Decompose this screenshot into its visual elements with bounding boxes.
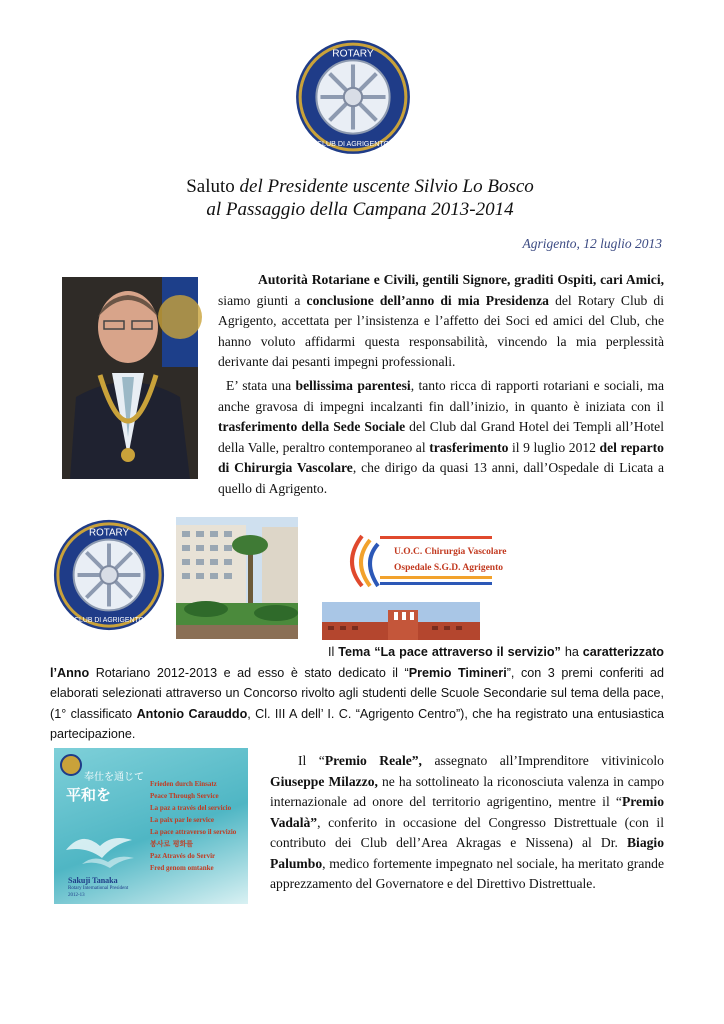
paragraph-2 bbox=[218, 376, 664, 499]
rotary-emblem-middle bbox=[50, 516, 168, 634]
p3-bold-4: Antonio Carauddo bbox=[136, 706, 248, 721]
p2-bold-2: trasferimento della Sede Sociale bbox=[218, 419, 406, 434]
hotel-photo bbox=[176, 517, 298, 639]
p1-bold-greeting: Autorità Rotariane e Civili, gentili Signore, graditi Ospiti, cari Amici, bbox=[258, 272, 664, 287]
rotary-emblem-top bbox=[292, 36, 414, 158]
president-portrait bbox=[62, 277, 198, 479]
p2-bold-4: del reparto di Chirurgia Vascolare bbox=[218, 439, 664, 475]
p3-text-4: , Cl. III A dell’ I. C. “Agrigento Centro”), che ha registrato una entusiastica partecipazione. bbox=[50, 706, 665, 741]
poster-phrase: Peace Through Service bbox=[150, 792, 219, 800]
poster-phrase: Fred genom omtanke bbox=[150, 864, 214, 872]
uoc-line2: Ospedale S.G.D. Agrigento bbox=[394, 563, 503, 573]
poster-year: 2012-13 bbox=[68, 893, 85, 898]
p4-bold-1: Premio Reale”, bbox=[324, 753, 422, 768]
poster-phrase: La pace attraverso il servizio bbox=[150, 828, 237, 836]
p3-text-0: Il bbox=[328, 645, 339, 659]
emblem2-top-text: ROTARY bbox=[88, 527, 130, 539]
poster-japanese-1: 奉仕を通じて bbox=[84, 772, 144, 783]
p3-bold-2: caratterizzato l’Anno bbox=[50, 645, 664, 680]
p1-bold-1: conclusione dell’anno di mia Presidenza bbox=[306, 292, 549, 308]
p4-text-2: ne ha sottolineato la riconosciuta valenza in campo internazionale ad onore del territorio agrigentino, mentre il “ bbox=[270, 773, 664, 809]
emblem2-bottom-text: CLUB DI AGRIGENTO bbox=[74, 617, 144, 625]
poster-japanese-2: 平和を bbox=[66, 786, 112, 804]
p2-text-2: , tanto ricca di rapporti rotariani e sociali, ma anche gravosa di impegni incalzanti fin dall’inizio, in quanto è iniziata con il bbox=[218, 378, 664, 414]
birds-graphic bbox=[62, 820, 142, 870]
poster-phrase-list bbox=[150, 778, 246, 874]
p2-text-5: , che dirigo da quasi 13 anni, dall’Ospedale di Licata a quello di Agrigento. bbox=[218, 460, 665, 496]
uoc-vascular-logo bbox=[338, 522, 507, 592]
poster-phrase: La paz a través del servicio bbox=[150, 804, 232, 812]
poster-phrase: Frieden durch Einsatz bbox=[150, 780, 217, 788]
poster-name: Sakuji Tanaka bbox=[68, 876, 118, 885]
p3-text-3: ”, con 3 premi conferiti ad elaborati selezionati attraverso un Concorso rivolto agli studenti delle Scuole Secondarie sul tema della pace, (1° classificato bbox=[50, 665, 665, 721]
p2-text-1: E’ stata una bbox=[226, 378, 296, 393]
p4-text-1: assegnato all’Imprenditore vitivinicolo bbox=[421, 753, 664, 768]
p1-text-2: del Rotary Club di Agrigento, accettata per l’insistenza e l’affetto dei Soci ed amici del Club, che hanno voluto affidarmi questa responsabilità, vincendo la mia perplessità derivante dai pesanti impegni professionali. bbox=[218, 292, 664, 369]
poster-phrase: La paix par le service bbox=[150, 816, 215, 824]
title-line2: al Passaggio della Campana 2013-2014 bbox=[206, 199, 514, 220]
p3-text-1: ha bbox=[560, 645, 583, 659]
p4-bold-2: Giuseppe Milazzo, bbox=[270, 773, 378, 789]
hospital-photo bbox=[322, 602, 480, 640]
paragraph-1 bbox=[218, 270, 664, 373]
p4-text-0: Il “ bbox=[298, 753, 325, 768]
p3-text-2: Rotariano 2012-2013 e ad esso è stato dedicato il “ bbox=[89, 665, 409, 680]
title-line1: del Presidente uscente Silvio Lo Bosco bbox=[239, 176, 534, 197]
date-line: Agrigento, 12 luglio 2013 bbox=[522, 236, 662, 251]
p2-bold-3: trasferimento bbox=[429, 439, 509, 455]
poster-credit bbox=[68, 876, 128, 899]
poster-phrase: 봉사로 평화를 bbox=[150, 840, 194, 848]
p2-text-3: del Club dal Grand Hotel dei Templi all’Hotel della Valle, peraltro contemporaneo al bbox=[218, 419, 664, 455]
rotary-small-icon bbox=[60, 754, 82, 776]
p1-text-1: siamo giunti a bbox=[218, 292, 307, 308]
title-prefix: Saluto bbox=[186, 176, 235, 197]
p2-bold-1: bellissima parentesi bbox=[295, 378, 411, 393]
emblem-bottom-text: CLUB DI AGRIGENTO bbox=[316, 139, 390, 148]
p3-bold-3: Premio Timineri bbox=[408, 665, 507, 680]
p2-text-4: il 9 luglio 2012 bbox=[508, 439, 600, 455]
paragraph-4 bbox=[270, 751, 664, 895]
page-title bbox=[140, 175, 580, 221]
uoc-line1: U.O.C. Chirurgia Vascolare bbox=[394, 547, 507, 557]
p4-bold-3: Premio Vadalà” bbox=[270, 794, 664, 830]
peace-through-service-poster bbox=[54, 748, 248, 904]
p3-bold-1: Tema “La pace attraverso il servizio” bbox=[338, 645, 561, 659]
emblem-top-text: ROTARY bbox=[332, 48, 374, 60]
paragraph-3 bbox=[50, 642, 664, 745]
p4-text-3: , conferito in occasione del Congresso Distrettuale (con il contributo dei Club dell’Area Akragas e Nissena) al Dr. bbox=[270, 814, 664, 850]
p4-text-4: , medico fortemente impegnato nel sociale, ha meritato grande apprezzamento del Governatore e del Direttivo Distrettuale. bbox=[270, 855, 664, 891]
p4-bold-4: Biagio Palumbo bbox=[270, 835, 664, 871]
poster-role: Rotary International President bbox=[68, 886, 129, 891]
poster-phrase: Paz Através do Servir bbox=[150, 852, 216, 860]
